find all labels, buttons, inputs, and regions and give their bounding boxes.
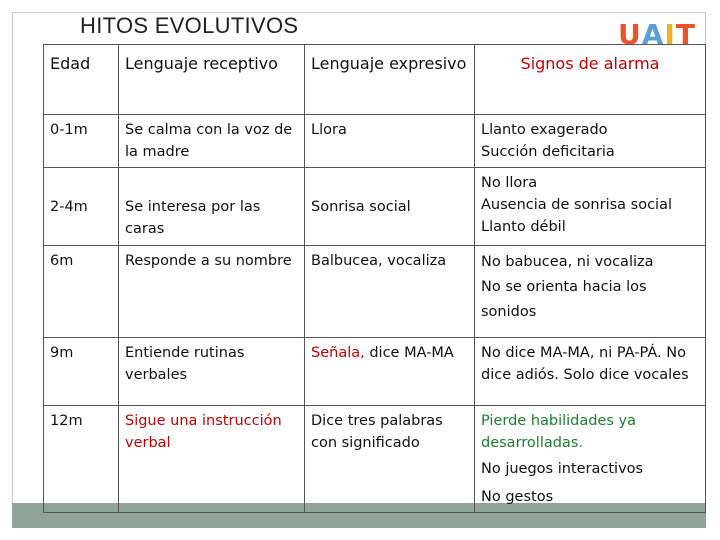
alarm-line: No gestos (481, 489, 554, 505)
row-age: 6m (44, 246, 119, 338)
row-expressive: Sonrisa social (305, 168, 475, 246)
logo-letter-i: I (664, 18, 676, 51)
row-receptive: Se calma con la voz de la madre (119, 115, 305, 168)
logo-letter-a: A (641, 18, 665, 51)
alarm-line: Llanto exagerado (481, 122, 608, 138)
header-receptive: Lenguaje receptivo (119, 45, 305, 115)
alarm-line-green: Pierde habilidades ya desarrolladas. (481, 413, 637, 451)
row-receptive: Responde a su nombre (119, 246, 305, 338)
table-row (44, 246, 706, 338)
header-alarm: Signos de alarma (475, 45, 706, 115)
row-alarm (475, 246, 706, 338)
row-age: 0-1m (44, 115, 119, 168)
row-age: 2-4m (44, 168, 119, 246)
row-alarm (475, 338, 706, 406)
row-alarm (475, 115, 706, 168)
logo-letter-u: U (618, 18, 642, 51)
alarm-line: Succión deficitaria (481, 144, 615, 160)
milestones-table (43, 44, 706, 513)
table-header-row (44, 45, 706, 115)
logo-letter-t: T (675, 18, 696, 51)
row-receptive: Entiende rutinas verbales (119, 338, 305, 406)
alarm-line: No dice MA-MA, ni PA-PÁ. No dice adiós. Solo dice vocales (481, 345, 689, 383)
table-row (44, 168, 706, 246)
expressive-text: dice MA-MA (364, 345, 454, 361)
alarm-line: Ausencia de sonrisa social (481, 197, 672, 213)
slide-title: HITOS EVOLUTIVOS (80, 13, 299, 38)
header-expressive: Lenguaje expresivo (305, 45, 475, 115)
row-expressive: Dice tres palabras con significado (305, 406, 475, 513)
alarm-line: No babucea, ni vocaliza (481, 254, 654, 270)
row-receptive: Se interesa por las caras (119, 168, 305, 246)
alarm-line: Llanto débil (481, 219, 566, 235)
row-age: 9m (44, 338, 119, 406)
table-row (44, 406, 706, 513)
alarm-line: No juegos interactivos (481, 461, 644, 477)
expressive-red-text: Señala, (311, 345, 365, 361)
header-edad: Edad (44, 45, 119, 115)
row-receptive: Sigue una instrucción verbal (119, 406, 305, 513)
row-alarm (475, 168, 706, 246)
table-row (44, 338, 706, 406)
row-age: 12m (44, 406, 119, 513)
table-row (44, 115, 706, 168)
alarm-line: No llora (481, 175, 538, 191)
row-expressive: Balbucea, vocaliza (305, 246, 475, 338)
alarm-line: No se orienta hacia los sonidos (481, 279, 647, 320)
row-expressive (305, 338, 475, 406)
row-alarm (475, 406, 706, 513)
row-expressive: Llora (305, 115, 475, 168)
